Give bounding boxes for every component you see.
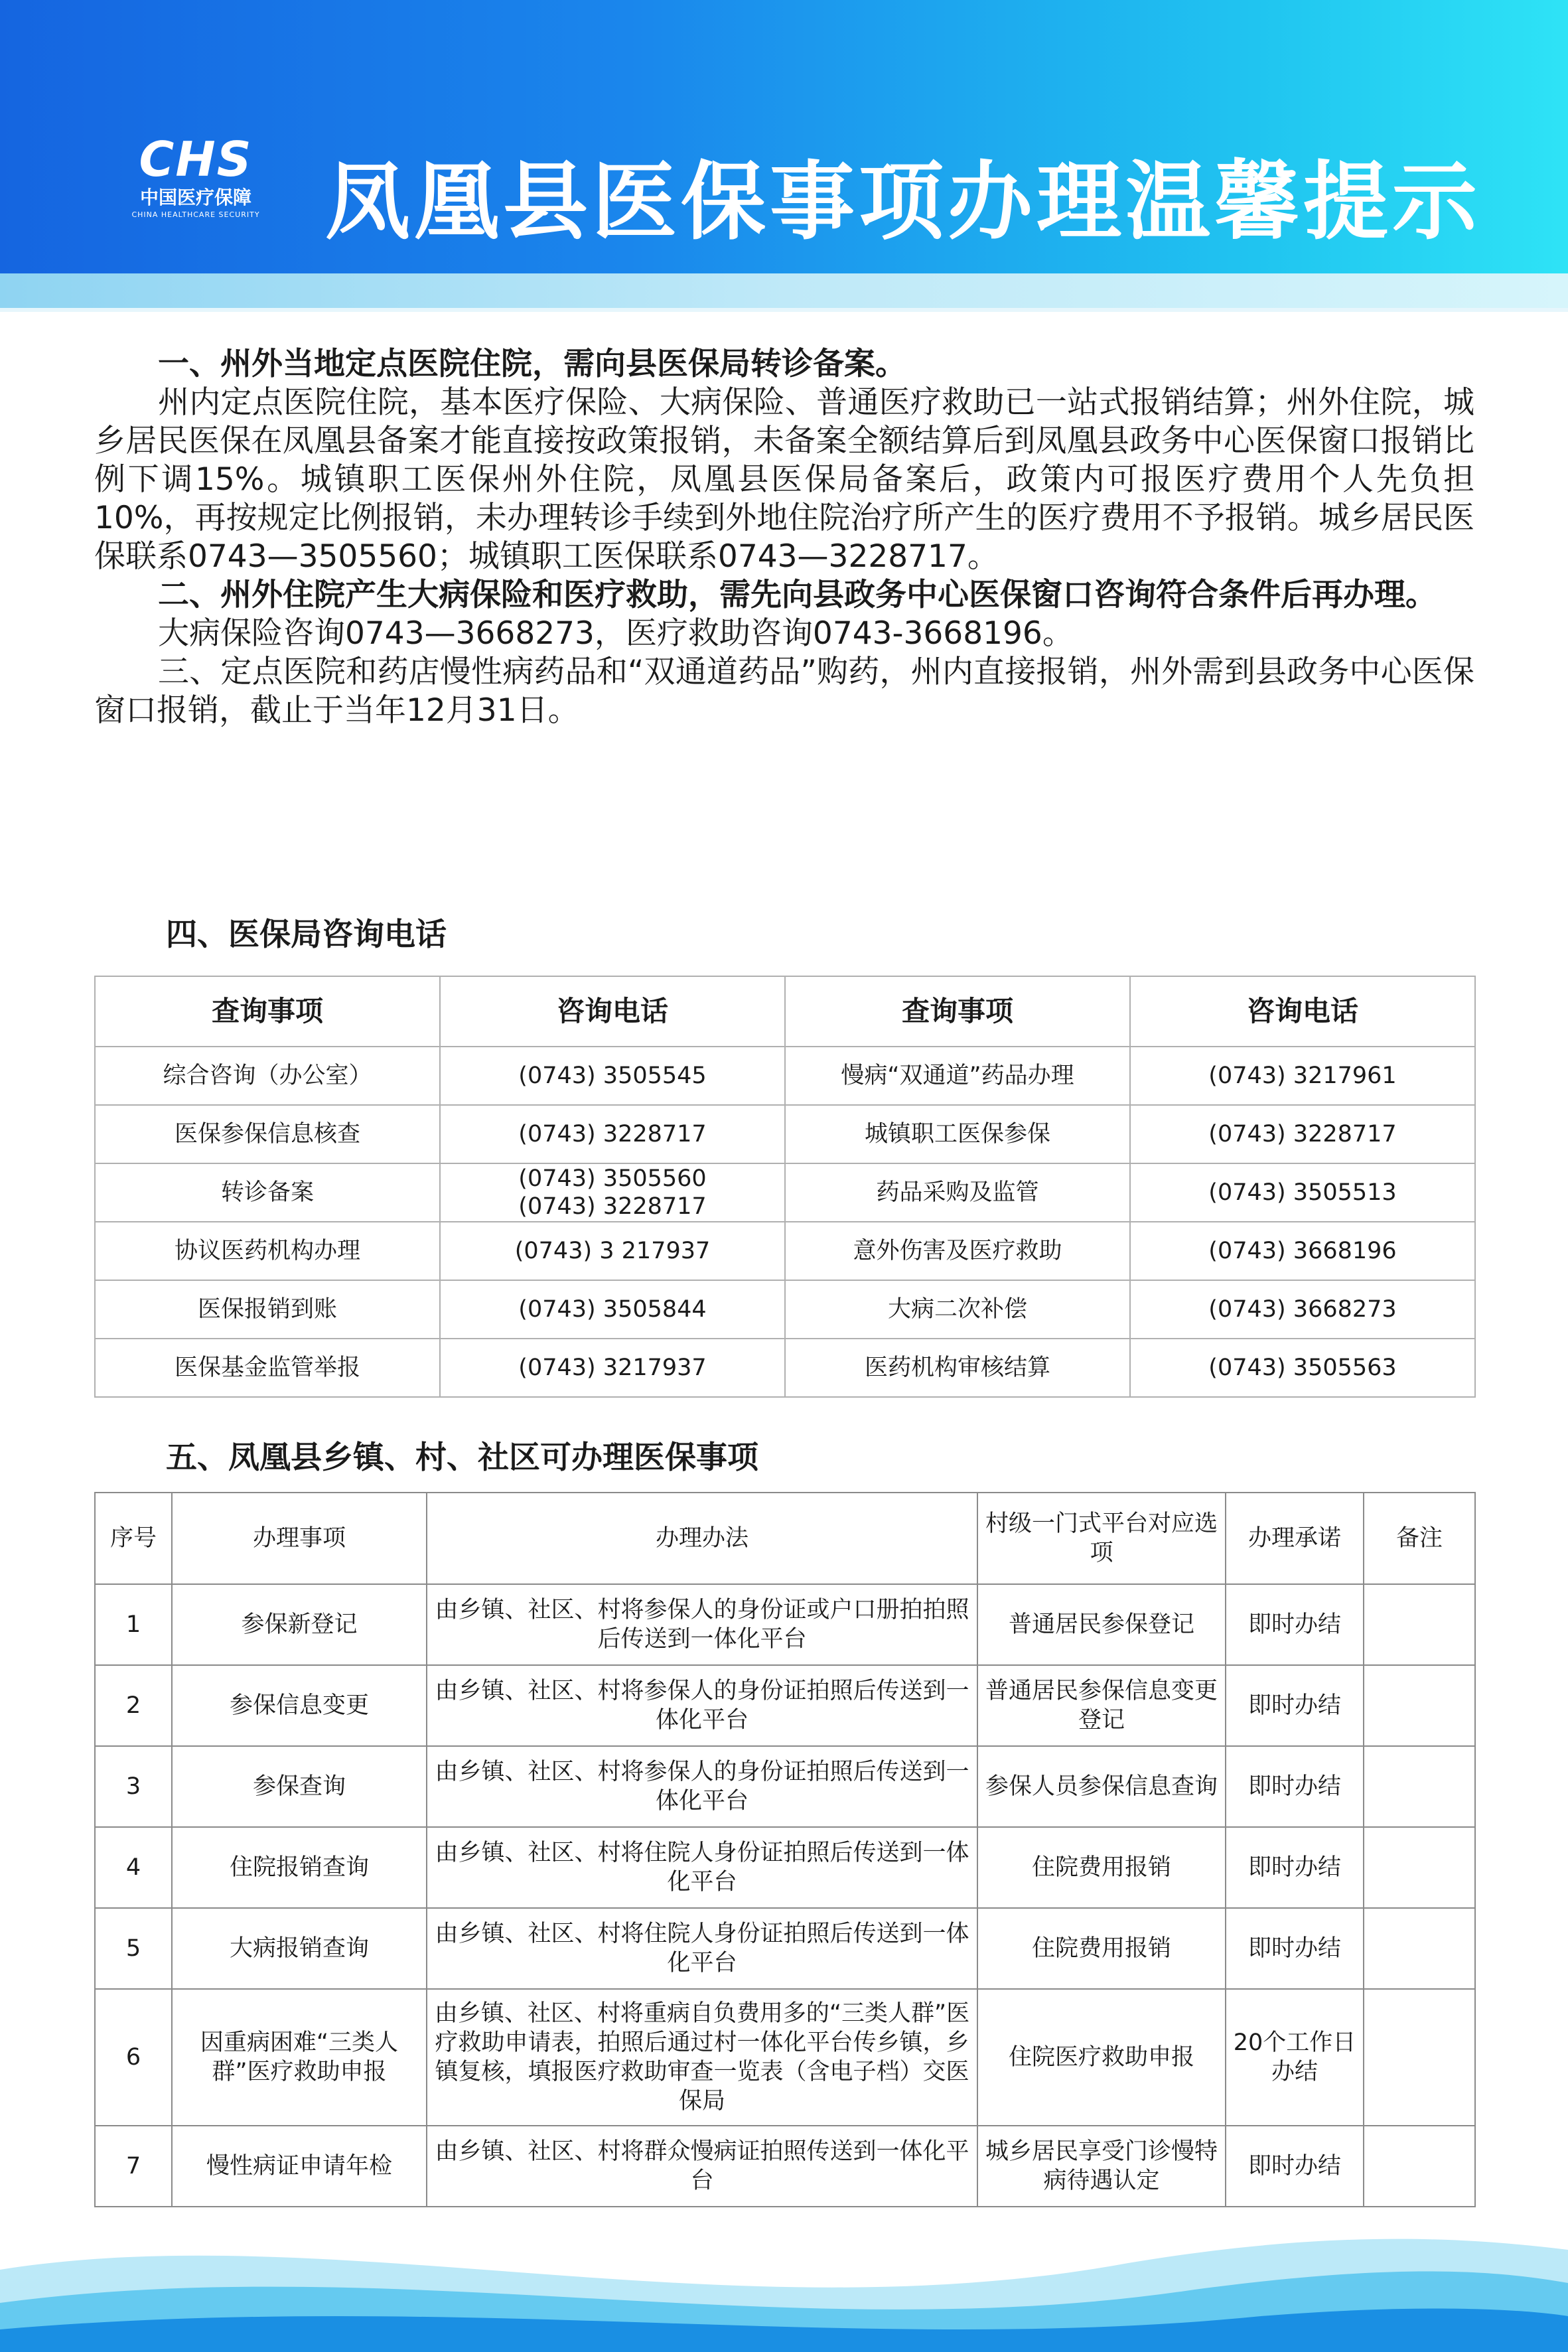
section2-body: 大病保险咨询0743—3668273，医疗救助咨询0743-3668196。 [158, 615, 1074, 652]
table-row [95, 1746, 1475, 1827]
table-cell [1364, 1989, 1475, 2126]
table-cell: 城乡居民享受门诊慢特病待遇认定 [977, 2126, 1226, 2207]
section3-body: 三、定点医院和药店慢性病药品和“双通道药品”购药，州内直接报销，州外需到县政务中心医保窗口报销，截止于当年12月31日。 [94, 654, 1474, 729]
table-cell [1364, 1827, 1475, 1908]
table-cell: 转诊备案 [95, 1163, 440, 1222]
table-cell: 由乡镇、社区、村将住院人身份证拍照后传送到一体化平台 [427, 1908, 977, 1989]
column-header: 办理事项 [172, 1493, 427, 1584]
table-cell: (0743) 3217961 [1130, 1047, 1475, 1105]
table-cell: 参保新登记 [172, 1584, 427, 1665]
table-cell: (0743) 3228717 [1130, 1105, 1475, 1163]
table-cell: 由乡镇、社区、村将住院人身份证拍照后传送到一体化平台 [427, 1827, 977, 1908]
column-header: 办理办法 [427, 1493, 977, 1584]
table-cell: (0743) 3228717 [440, 1105, 785, 1163]
table-row [95, 1989, 1475, 2126]
section1-heading: 一、州外当地定点医院住院，需向县医保局转诊备案。 [158, 346, 906, 382]
table-cell: 慢病“双通道”药品办理 [785, 1047, 1130, 1105]
notice-content [94, 345, 1474, 730]
page-title: 凤凰县医保事项办理温馨提示 [325, 153, 1482, 252]
table-cell: 大病报销查询 [172, 1908, 427, 1989]
column-header: 村级一门式平台对应选项 [977, 1493, 1226, 1584]
table-cell: (0743) 3668273 [1130, 1280, 1475, 1339]
logo-cn: 中国医疗保障 [139, 186, 251, 208]
section1-body: 州内定点医院住院，基本医疗保险、大病保险、普通医疗救助已一站式报销结算；州外住院，城乡居民医保在凤凰县备案才能直接按政策报销，未备案全额结算后到凤凰县政务中心医保窗口报销比例下调15%。城镇职工医保州外住院，凤凰县医保局备案后，政策内可报医疗费用个人先负担10%，再按规定比例报销，未办理转诊手续到外地住院治疗所产生的医疗费用不予报销。城乡居民医保联系0743—3505560；城镇职工医保联系0743—3228717。 [94, 384, 1474, 575]
table-cell [1364, 1908, 1475, 1989]
table-cell: 意外伤害及医疗救助 [785, 1222, 1130, 1280]
table-cell: 综合咨询（办公室） [95, 1047, 440, 1105]
table-cell: 因重病困难“三类人群”医疗救助申报 [172, 1989, 427, 2126]
table-cell: 4 [95, 1827, 172, 1908]
table-cell: 医药机构审核结算 [785, 1339, 1130, 1397]
table-cell: 参保人员参保信息查询 [977, 1746, 1226, 1827]
contact-phone-table [94, 976, 1476, 1398]
table-cell: 即时办结 [1226, 1827, 1364, 1908]
column-header: 咨询电话 [440, 976, 785, 1047]
column-header: 序号 [95, 1493, 172, 1584]
table-row [95, 1339, 1475, 1397]
header-line [0, 308, 1568, 312]
table-row [95, 1665, 1475, 1746]
table-cell: 由乡镇、社区、村将参保人的身份证或户口册拍拍照后传送到一体化平台 [427, 1584, 977, 1665]
table-row [95, 1163, 1475, 1222]
table-cell: 普通居民参保信息变更登记 [977, 1665, 1226, 1746]
table-header-row [95, 976, 1475, 1047]
table-cell: 20个工作日办结 [1226, 1989, 1364, 2126]
column-header: 办理承诺 [1226, 1493, 1364, 1584]
table-cell: 由乡镇、社区、村将重病自负费用多的“三类人群”医疗救助申请表，拍照后通过村一体化平台传乡镇，乡镇复核，填报医疗救助审查一览表（含电子档）交医保局 [427, 1989, 977, 2126]
table-cell: 医保报销到账 [95, 1280, 440, 1339]
table-cell: 普通居民参保登记 [977, 1584, 1226, 1665]
table-cell: 由乡镇、社区、村将参保人的身份证拍照后传送到一体化平台 [427, 1665, 977, 1746]
table-cell: 6 [95, 1989, 172, 2126]
table-row [95, 1908, 1475, 1989]
section4-heading: 四、医保局咨询电话 [166, 917, 447, 953]
table-cell: 即时办结 [1226, 1584, 1364, 1665]
table-cell: 药品采购及监管 [785, 1163, 1130, 1222]
table-cell: (0743) 3668196 [1130, 1222, 1475, 1280]
table-cell: 7 [95, 2126, 172, 2207]
column-header: 备注 [1364, 1493, 1475, 1584]
table-cell: 城镇职工医保参保 [785, 1105, 1130, 1163]
phone-line: (0743) 3228717 [518, 1193, 707, 1220]
header-stripe [0, 273, 1568, 308]
township-services-table [94, 1492, 1476, 2207]
table-row [95, 1827, 1475, 1908]
table-row [95, 1280, 1475, 1339]
footer-wave-decoration [0, 2190, 1568, 2352]
table-cell: 即时办结 [1226, 1665, 1364, 1746]
table-cell: 协议医药机构办理 [95, 1222, 440, 1280]
column-header: 咨询电话 [1130, 976, 1475, 1047]
table-cell: 住院医疗救助申报 [977, 1989, 1226, 2126]
table-header-row [95, 1493, 1475, 1584]
column-header: 查询事项 [785, 976, 1130, 1047]
table-cell: (0743) 3505844 [440, 1280, 785, 1339]
table-cell: 参保查询 [172, 1746, 427, 1827]
table-cell: 慢性病证申请年检 [172, 2126, 427, 2207]
table-cell: 住院费用报销 [977, 1827, 1226, 1908]
table-cell: 由乡镇、社区、村将参保人的身份证拍照后传送到一体化平台 [427, 1746, 977, 1827]
table-cell: 即时办结 [1226, 1746, 1364, 1827]
table-cell: (0743) 3505545 [440, 1047, 785, 1105]
table-cell: 1 [95, 1584, 172, 1665]
section5-heading: 五、凤凰县乡镇、村、社区可办理医保事项 [166, 1439, 758, 1476]
table-cell: 5 [95, 1908, 172, 1989]
section2-heading: 二、州外住院产生大病保险和医疗救助，需先向县政务中心医保窗口咨询符合条件后再办理。 [158, 577, 1437, 613]
table-row [95, 1222, 1475, 1280]
table-cell: (0743) 3217937 [440, 1339, 785, 1397]
table-row [95, 1584, 1475, 1665]
table-row [95, 1047, 1475, 1105]
table-cell: (0743) 3 217937 [440, 1222, 785, 1280]
table-cell: 即时办结 [1226, 1908, 1364, 1989]
table-cell: 3 [95, 1746, 172, 1827]
table-cell-two-phones [440, 1163, 785, 1222]
phone-line: (0743) 3505560 [518, 1165, 707, 1192]
logo-mark: CHS [139, 131, 253, 187]
table-cell [1364, 1665, 1475, 1746]
table-cell: 医保参保信息核查 [95, 1105, 440, 1163]
table-cell: 医保基金监管举报 [95, 1339, 440, 1397]
table-cell: 即时办结 [1226, 2126, 1364, 2207]
table-cell [1364, 1746, 1475, 1827]
table-cell: 住院报销查询 [172, 1827, 427, 1908]
table-cell: 2 [95, 1665, 172, 1746]
table-cell [1364, 1584, 1475, 1665]
column-header: 查询事项 [95, 976, 440, 1047]
table-cell: 参保信息变更 [172, 1665, 427, 1746]
table-cell: (0743) 3505563 [1130, 1339, 1475, 1397]
table-cell: 住院费用报销 [977, 1908, 1226, 1989]
table-cell: 由乡镇、社区、村将群众慢病证拍照传送到一体化平台 [427, 2126, 977, 2207]
table-cell: (0743) 3505513 [1130, 1163, 1475, 1222]
table-row [95, 1105, 1475, 1163]
logo-en: CHINA HEALTHCARE SECURITY [131, 210, 260, 219]
table-cell: 大病二次补偿 [785, 1280, 1130, 1339]
chs-logo [126, 133, 265, 226]
